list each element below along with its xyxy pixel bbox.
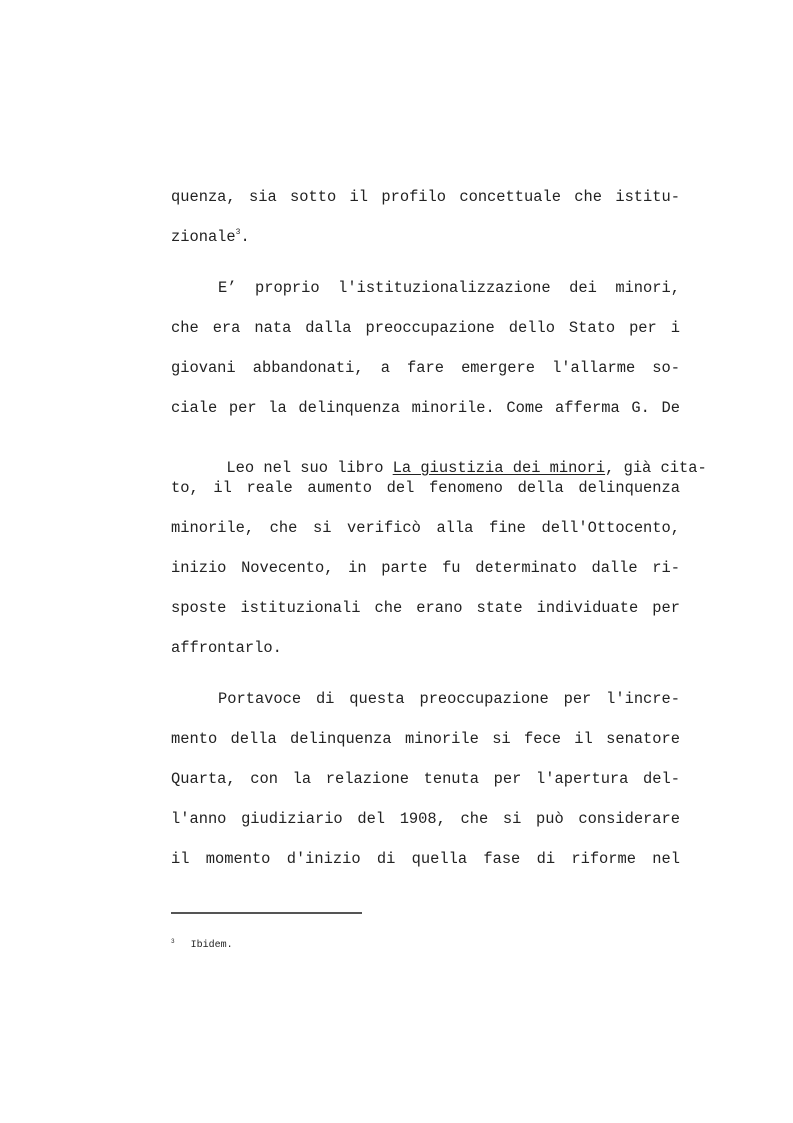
text-line: giovani abbandonati, a fare emergere l'allarme so- (171, 359, 680, 377)
text-line: il momento d'inizio di quella fase di riforme nel (171, 850, 680, 868)
text-line: minorile, che si verificò alla fine dell'Ottocento, (171, 519, 680, 537)
text-line: Quarta, con la relazione tenuta per l'apertura del- (171, 770, 680, 788)
paragraph-first-line: Portavoce di questa preoccupazione per l'incre- (218, 690, 680, 708)
text-segment: . (240, 228, 250, 246)
paragraph-first-line: E’ proprio l'istituzionalizzazione dei minori, (218, 279, 680, 297)
book-title: La giustizia dei minori (392, 459, 606, 477)
text-line: quenza, sia sotto il profilo concettuale che istitu- (171, 188, 680, 206)
text-line: to, il reale aumento del fenomeno della delinquenza (171, 479, 680, 497)
footnote-separator (171, 912, 362, 914)
text-line: l'anno giudiziario del 1908, che si può considerare (171, 810, 680, 828)
text-segment: zionale (171, 228, 236, 246)
text-segment: , già cita- (605, 459, 707, 477)
text-line: mento della delinquenza minorile si fece il senatore (171, 730, 680, 748)
footnote-text: Ibidem. (190, 940, 233, 951)
text-line (171, 227, 680, 247)
footnote-reference[interactable]: 3 (235, 228, 241, 237)
text-segment: Leo nel suo libro (226, 459, 393, 477)
text-line: ciale per la delinquenza minorile. Come afferma G. De (171, 399, 680, 417)
text-line: sposte istituzionali che erano state individuate per (171, 599, 680, 617)
footnote-number: 3 (171, 938, 175, 945)
footnote (171, 935, 233, 953)
text-line: inizio Novecento, in parte fu determinato dalle ri- (171, 559, 680, 577)
text-line: che era nata dalla preoccupazione dello Stato per i (171, 319, 680, 337)
text-line: affrontarlo. (171, 639, 282, 657)
